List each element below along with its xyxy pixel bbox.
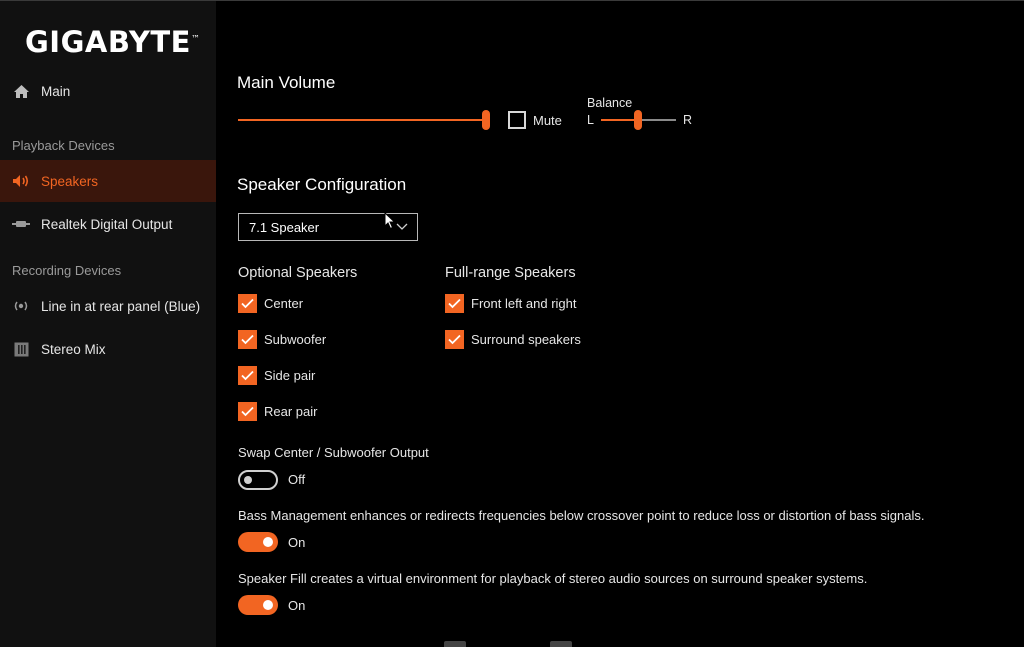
balance-thumb[interactable] <box>634 110 642 130</box>
toggle-knob <box>263 600 273 610</box>
sidebar-item-stereo-mix[interactable] <box>0 329 216 369</box>
bass-management-toggle[interactable] <box>238 532 278 552</box>
main-content <box>216 1 1024 647</box>
front-left-right-checkbox-row[interactable] <box>445 293 577 313</box>
mouse-cursor-icon <box>384 212 396 230</box>
toggle-state-label: Off <box>288 472 306 487</box>
checkbox-checked[interactable] <box>238 402 257 421</box>
speaker-fill-label: Speaker Fill creates a virtual environment for playback of stereo audio sources on surround speaker systems. <box>238 571 868 586</box>
speaker-configuration-title: Speaker Configuration <box>237 175 407 194</box>
balance-label: Balance <box>587 96 633 110</box>
balance-right-label: R <box>683 113 693 127</box>
scroll-stub-right <box>550 641 572 647</box>
checkbox-checked[interactable] <box>445 330 464 349</box>
balance-track-left[interactable] <box>601 119 638 121</box>
sidebar <box>0 1 216 647</box>
checkbox-label: Subwoofer <box>264 331 327 347</box>
checkbox-label: Center <box>264 295 304 311</box>
balance-track-right[interactable] <box>638 119 676 121</box>
playback-devices-heading: Playback Devices <box>12 138 115 153</box>
side-pair-checkbox-row[interactable] <box>238 365 315 385</box>
chevron-down-icon <box>395 219 409 233</box>
sidebar-item-label: Speakers <box>41 173 99 189</box>
gigabyte-logo: GIGABYTE™ <box>25 25 201 59</box>
main-volume-title: Main Volume <box>237 73 336 92</box>
checkbox-checked[interactable] <box>445 294 464 313</box>
sidebar-item-realtek-digital-output[interactable] <box>0 204 216 244</box>
home-icon <box>12 82 30 100</box>
checkbox-checked[interactable] <box>238 330 257 349</box>
mute-checkbox[interactable] <box>508 111 526 129</box>
checkbox-checked[interactable] <box>238 366 257 385</box>
subwoofer-checkbox-row[interactable] <box>238 329 326 349</box>
bass-management-label: Bass Management enhances or redirects frequencies below crossover point to reduce loss or distortion of bass signals. <box>238 508 925 523</box>
sidebar-item-line-in[interactable] <box>0 286 216 326</box>
dropdown-selected-value: 7.1 Speaker <box>249 219 320 235</box>
main-volume-thumb[interactable] <box>482 110 490 130</box>
optional-speakers-heading: Optional Speakers <box>238 265 358 281</box>
swap-center-subwoofer-toggle[interactable] <box>238 470 278 490</box>
speaker-icon <box>12 172 30 190</box>
recording-devices-heading: Recording Devices <box>12 263 122 278</box>
digital-output-icon <box>12 215 30 233</box>
stereo-mix-icon <box>12 340 30 358</box>
swap-center-subwoofer-label: Swap Center / Subwoofer Output <box>238 445 429 460</box>
sidebar-item-label: Stereo Mix <box>41 341 106 357</box>
main-volume-track[interactable] <box>238 119 486 121</box>
center-checkbox-row[interactable] <box>238 293 303 313</box>
sidebar-item-speakers[interactable] <box>0 160 216 202</box>
toggle-knob <box>244 476 252 484</box>
surround-speakers-checkbox-row[interactable] <box>445 329 581 349</box>
sidebar-item-label: Line in at rear panel (Blue) <box>41 298 201 314</box>
checkbox-label: Front left and right <box>471 295 577 311</box>
speaker-fill-toggle[interactable] <box>238 595 278 615</box>
sidebar-item-label: Realtek Digital Output <box>41 216 173 232</box>
toggle-state-label: On <box>288 535 306 550</box>
sidebar-item-label: Main <box>41 83 71 99</box>
toggle-state-label: On <box>288 598 306 613</box>
mute-label: Mute <box>533 113 562 128</box>
scroll-stub-left <box>444 641 466 647</box>
checkbox-label: Surround speakers <box>471 331 581 347</box>
rear-pair-checkbox-row[interactable] <box>238 401 317 421</box>
checkbox-label: Rear pair <box>264 403 318 419</box>
fullrange-speakers-heading: Full-range Speakers <box>445 265 576 281</box>
checkbox-checked[interactable] <box>238 294 257 313</box>
line-in-icon <box>12 297 30 315</box>
checkbox-label: Side pair <box>264 367 316 383</box>
sidebar-item-main[interactable] <box>0 71 216 111</box>
toggle-knob <box>263 537 273 547</box>
balance-left-label: L <box>587 113 594 127</box>
